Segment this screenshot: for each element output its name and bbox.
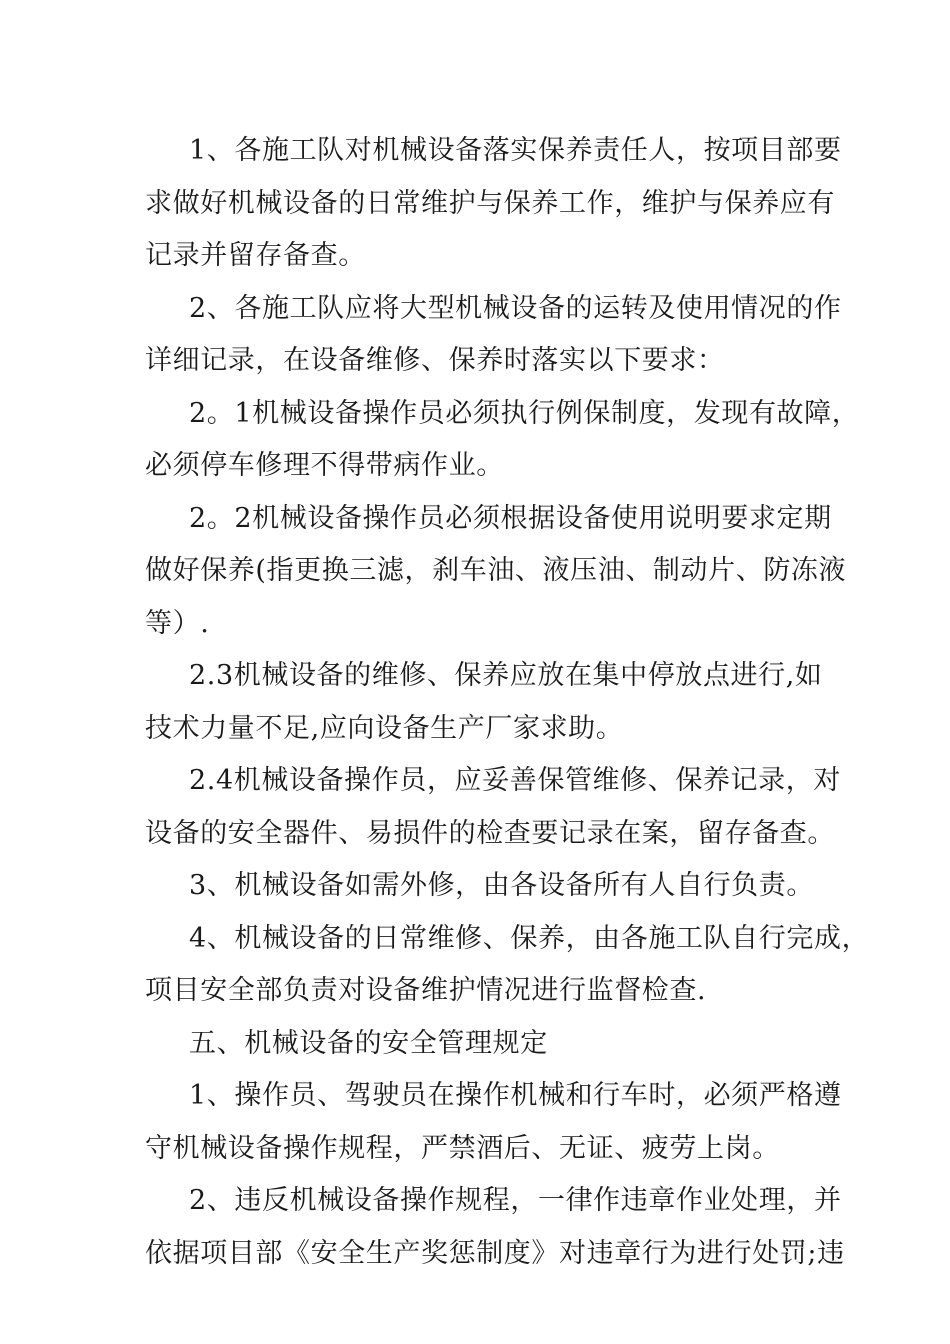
text-line: 2.4机械设备操作员，应妥善保管维修、保养记录，对 [189,765,841,796]
text-line: 技术力量不足,应向设备生产厂家求助。 [145,712,624,744]
section-heading-safety-rules [145,1018,813,1071]
text-line: 1、各施工队对机械设备落实保养责任人，按项目部要 [189,135,842,166]
text-line: 做好保养(指更换三滤，刹车油、液压油、制动片、防冻液 [145,555,847,586]
text-line: 2。2机械设备操作员必须根据设备使用说明要求定期 [189,502,832,534]
text-line: 2。1机械设备操作员必须执行例保制度，发现有故障， [189,397,860,429]
paragraph-item-2-4 [145,755,841,860]
text-line: 2、各施工队应将大型机械设备的运转及使用情况的作 [189,292,842,324]
section-heading: 五、机械设备的安全管理规定 [189,1027,548,1059]
text-line: 项目安全部负责对设备维护情况进行监督检查. [145,975,707,1006]
text-line: 2、违反机械设备操作规程，一律作违章作业处理，并 [189,1185,842,1216]
text-line: 等）. [145,607,210,639]
text-line: 设备的安全器件、易损件的检查要记录在案，留存备查。 [145,817,835,849]
text-line: 守机械设备操作规程，严禁酒后、无证、疲劳上岗。 [145,1132,780,1164]
text-line: 必须停车修理不得带病作业。 [145,450,504,481]
text-line: 4、机械设备的日常维修、保养，由各施工队自行完成， [189,922,870,954]
text-line: 记录并留存备查。 [145,240,366,271]
paragraph-item-2-2 [145,493,847,651]
text-line: 3、机械设备如需外修，由各设备所有人自行负责。 [189,870,814,901]
text-line: 求做好机械设备的日常维护与保养工作，维护与保养应有 [145,187,835,219]
paragraph-item-2-1 [145,388,860,493]
text-line: 详细记录，在设备维修、保养时落实以下要求： [145,345,725,376]
paragraph-maintenance-responsibility [145,125,842,283]
text-line: 依据项目部《安全生产奖惩制度》对违章行为进行处罚;违 [145,1237,845,1269]
document-body [145,125,870,1280]
text-line: 1、操作员、驾驶员在操作机械和行车时，必须严格遵 [189,1080,842,1111]
paragraph-daily-maintenance [145,913,870,1018]
text-line: 2.3机械设备的维修、保养应放在集中停放点进行,如 [189,660,823,691]
paragraph-usage-records [145,283,842,388]
paragraph-violation-penalty [145,1175,845,1280]
paragraph-operator-rules [145,1070,842,1175]
paragraph-item-2-3 [145,650,823,755]
paragraph-external-repair [145,860,813,913]
